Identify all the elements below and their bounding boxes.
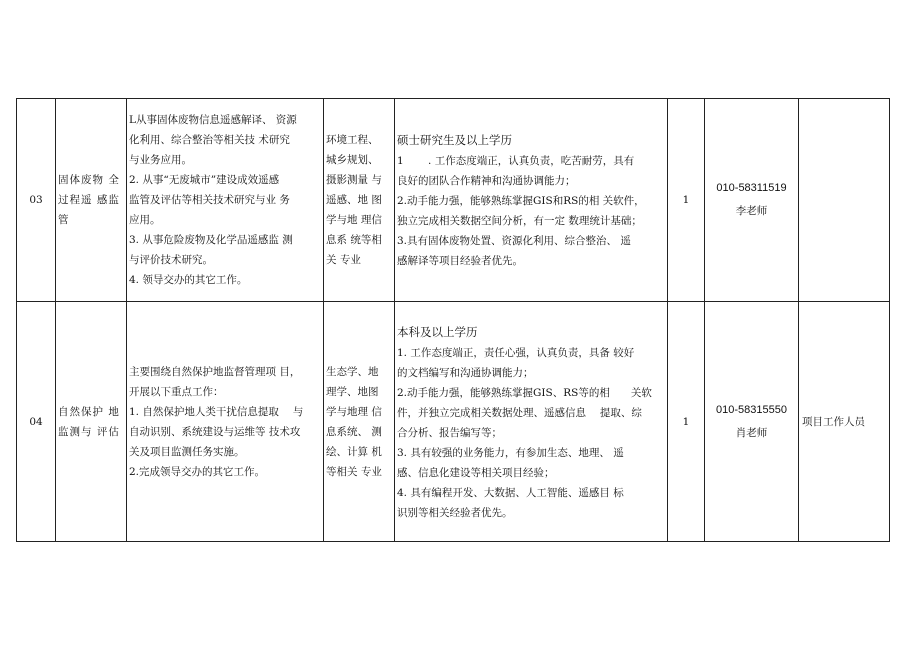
requirement-line: 2.动手能力强，能够熟练掌握GIS和RS的相 关软件，	[397, 195, 645, 207]
duty-line: 应用。	[129, 214, 161, 226]
requirement-line: 良好的团队合作精神和沟通协调能力；	[397, 175, 576, 187]
requirement-line: 1 . 工作态度端正，认真负责，吃苦耐劳，具有	[397, 155, 635, 167]
duty-line: 监管及评估等相关技术研究与业 务	[129, 194, 290, 206]
education-requirement: 本科及以上学历	[397, 324, 478, 339]
requirements-cell	[395, 302, 668, 542]
requirement-line: 件，并独立完成相关数据处理、遥感信息 提取、综	[397, 406, 642, 419]
duty-line: 与业务应用。	[129, 154, 192, 166]
duty-line: 自动识别、系统建设与运维等 技术攻	[129, 425, 301, 438]
duty-line: 2. 从事“无废城市”建设成效遥感	[129, 174, 280, 186]
requirement-line: 识别等相关经验者优先。	[397, 506, 513, 519]
contact-person: 肖老师	[735, 426, 768, 439]
row-number: 03	[17, 99, 56, 302]
requirements-cell	[395, 99, 668, 302]
requirement-line: 感解译等项目经验者优先。	[397, 255, 523, 267]
majors-cell	[324, 302, 395, 542]
contact-phone: 010-58315550	[716, 403, 787, 416]
major-line: 关 专业	[326, 254, 361, 266]
note-cell	[799, 99, 890, 302]
education-requirement: 硕士研究生及以上学历	[397, 133, 512, 147]
note-cell: 项目工作人员	[799, 302, 890, 542]
position-name: 自然保护 地监测与 评估	[56, 302, 127, 542]
major-line: 学与地理 信	[326, 405, 382, 418]
hire-count: 1	[668, 302, 705, 542]
major-line: 绘、计算 机	[326, 445, 382, 458]
requirement-line: 的文档编写和沟通协调能力；	[397, 366, 534, 379]
major-line: 生态学、地	[326, 365, 379, 378]
duty-line: 2.完成领导交办的其它工作。	[129, 465, 266, 478]
duty-line: 化利用、综合整治等相关技 术研究	[129, 134, 290, 146]
major-line: 环境工程、	[326, 134, 379, 146]
major-line: 息系 统等相	[326, 234, 382, 246]
major-line: 息系统、 测	[326, 425, 382, 438]
table-row-04	[17, 302, 890, 542]
duty-line: 3. 从事危险废物及化学品遥感监 测	[129, 234, 293, 246]
job-table	[16, 98, 890, 542]
major-line: 摄影测量 与	[326, 174, 382, 186]
requirement-line: 独立完成相关数据空间分析，有一定 数理统计基础；	[397, 215, 642, 227]
requirement-line: 3.具有固体废物处置、资源化利用、综合整治、 遥	[397, 235, 631, 247]
major-line: 遥感、地 图	[326, 194, 382, 206]
majors-cell	[324, 99, 395, 302]
requirement-line: 3. 具有较强的业务能力，有参加生态、地理、 遥	[397, 446, 624, 459]
duty-line: 1. 自然保护地人类干扰信息提取 与	[129, 405, 304, 418]
major-line: 等相关 专业	[326, 465, 382, 478]
requirement-line: 2.动手能力强，能够熟练掌握GIS、RS等的相 关软	[397, 386, 652, 399]
contact-person: 李老师	[735, 205, 768, 217]
requirement-line: 4. 具有编程开发、大数据、人工智能、遥感目 标	[397, 486, 624, 499]
duty-line: 开展以下重点工作：	[129, 385, 224, 398]
duties-cell	[127, 302, 324, 542]
hire-count: 1	[668, 99, 705, 302]
major-line: 城乡规划、	[326, 154, 379, 166]
requirement-line: 1. 工作态度端正，责任心强，认真负责，具备 较好	[397, 346, 635, 359]
row-number: 04	[17, 302, 56, 542]
contact-phone: 010-58311519	[716, 182, 787, 194]
major-line: 学与地 理信	[326, 214, 382, 226]
position-name: 固体废物 全过程遥 感监管	[56, 99, 127, 302]
duty-line: 关及项目监测任务实施。	[129, 445, 245, 458]
contact-cell	[705, 302, 799, 542]
duty-line: 与评价技术研究。	[129, 254, 213, 266]
duty-line: L从事固体废物信息遥感解译、 资源	[129, 114, 297, 126]
requirement-line: 合分析、报告编写等；	[397, 426, 502, 439]
contact-cell	[705, 99, 799, 302]
duty-line: 4. 领导交办的其它工作。	[129, 274, 248, 286]
table-row-03	[17, 99, 890, 302]
requirement-line: 感、信息化建设等相关项目经验；	[397, 466, 555, 479]
duty-line: 主要围绕自然保护地监督管理项 目，	[129, 365, 301, 378]
major-line: 理学、地图	[326, 385, 379, 398]
duties-cell	[127, 99, 324, 302]
